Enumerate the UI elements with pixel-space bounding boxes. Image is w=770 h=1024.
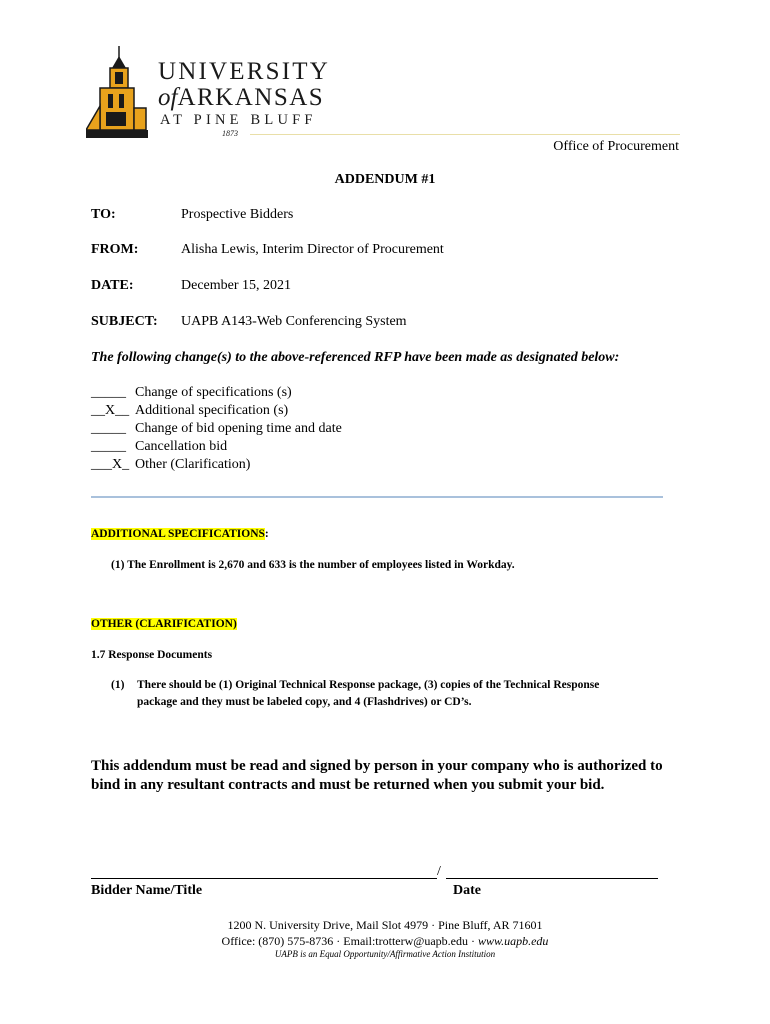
checklist-label: Cancellation bid — [135, 439, 228, 454]
section-divider — [91, 496, 663, 498]
to-value: Prospective Bidders — [181, 207, 294, 222]
date-value: December 15, 2021 — [181, 278, 292, 293]
from-label: FROM: — [91, 242, 139, 257]
office-label: Office of Procurement — [553, 139, 679, 154]
website-link[interactable]: www.uapb.edu — [477, 934, 549, 948]
checklist-mark: _____ — [91, 421, 126, 436]
clock-tower-icon — [86, 46, 148, 142]
response-documents-subheading: 1.7 Response Documents — [91, 649, 213, 661]
from-value: Alisha Lewis, Interim Director of Procurement — [181, 242, 444, 257]
logo-of-text: of — [158, 84, 178, 111]
header-rule — [250, 134, 680, 135]
logo-arkansas-text — [158, 84, 324, 112]
footer-contact — [0, 934, 770, 949]
checklist-mark: __X__ — [91, 403, 130, 418]
logo-arkansas-word: ARKANSAS — [177, 84, 325, 111]
subject-label: SUBJECT: — [91, 314, 158, 329]
checklist-mark: _____ — [91, 385, 126, 400]
signature-date-label: Date — [453, 883, 481, 898]
footer-contact-text: Office: (870) 575-8736 · Email:trotterw@uapb.edu · — [221, 934, 478, 948]
heading-colon: : — [264, 528, 269, 540]
date-label: DATE: — [91, 278, 134, 293]
highlighted-heading: ADDITIONAL SPECIFICATIONS — [91, 528, 265, 540]
checklist-label: Other (Clarification) — [135, 457, 251, 472]
footer-eeo-statement: UAPB is an Equal Opportunity/Affirmative Action Institution — [274, 949, 496, 959]
date-signature-line[interactable] — [446, 878, 658, 879]
clarification-item-line1: There should be (1) Original Technical Response package, (3) copies of the Technical Response — [137, 679, 600, 691]
checklist-label: Additional specification (s) — [135, 403, 289, 418]
bidder-name-signature-line[interactable] — [91, 878, 437, 879]
rfp-change-note: The following change(s) to the above-referenced RFP have been made as designated below: — [91, 350, 620, 365]
document-title: ADDENDUM #1 — [334, 172, 436, 187]
checklist-label: Change of specifications (s) — [135, 385, 292, 400]
checklist-mark: ___X_ — [91, 457, 130, 472]
checklist-item — [91, 402, 288, 420]
checklist-item — [91, 456, 250, 474]
clarification-item — [111, 677, 666, 711]
additional-specifications-heading — [91, 526, 269, 542]
logo-year: 1873 — [222, 129, 238, 138]
checklist-mark: _____ — [91, 439, 126, 454]
checklist-item — [91, 384, 292, 402]
bidder-name-label: Bidder Name/Title — [91, 883, 203, 898]
clarification-item-number: (1) — [111, 679, 125, 691]
subject-value: UAPB A143-Web Conferencing System — [181, 314, 407, 329]
checklist-label: Change of bid opening time and date — [135, 421, 342, 436]
logo-university-text: UNIVERSITY — [158, 58, 330, 85]
checklist-item — [91, 420, 342, 438]
signature-separator: / — [437, 864, 441, 879]
to-label: TO: — [91, 207, 116, 222]
other-clarification-heading — [91, 616, 237, 632]
footer-address: 1200 N. University Drive, Mail Slot 4979 · Pine Bluff, AR 71601 — [227, 918, 543, 932]
logo-pine-bluff-text: AT PINE BLUFF — [160, 112, 317, 128]
checklist-item — [91, 438, 227, 456]
clarification-item-line2: package and they must be labeled copy, and 4 (Flashdrives) or CD’s. — [137, 696, 472, 708]
specification-item: (1) The Enrollment is 2,670 and 633 is the number of employees listed in Workday. — [111, 559, 515, 571]
signature-requirement-statement: This addendum must be read and signed by person in your company who is authorized to bind in any resultant contracts and must be returned when you submit your bid. — [91, 758, 663, 793]
highlighted-heading: OTHER (CLARIFICATION) — [91, 618, 237, 630]
